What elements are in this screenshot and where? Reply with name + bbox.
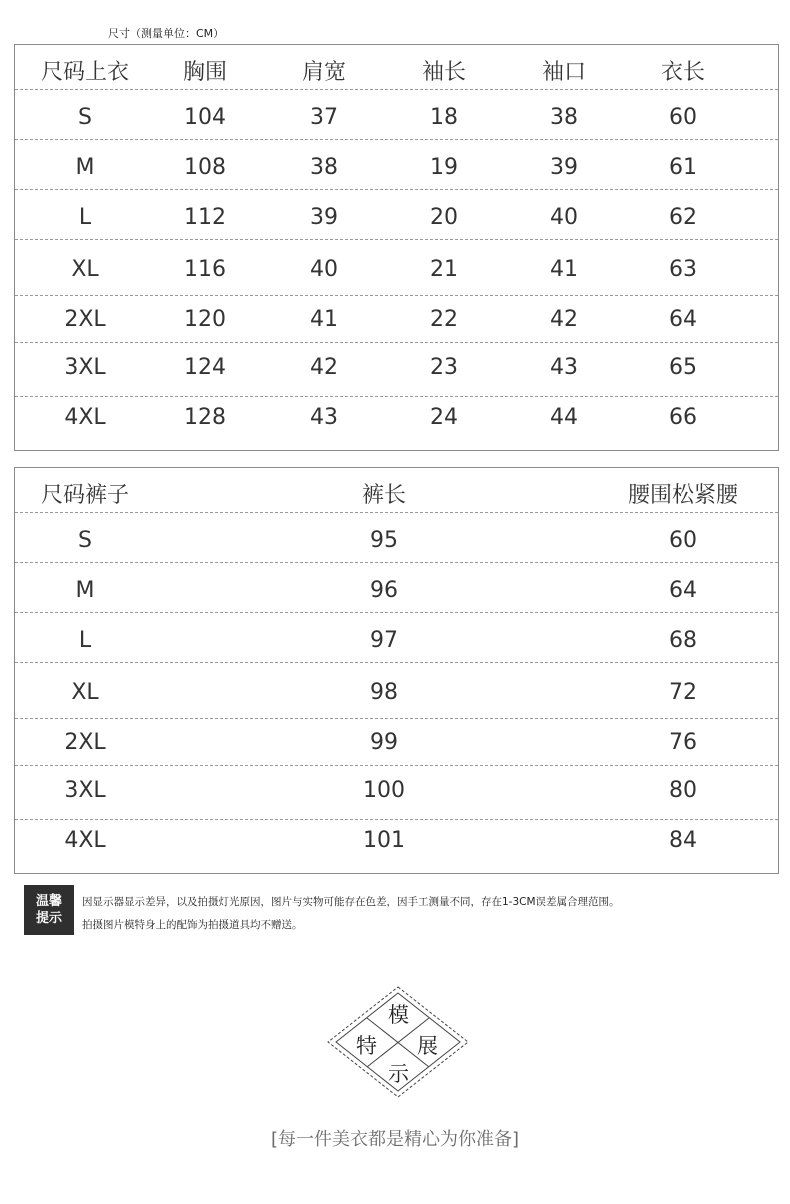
cell-chest: 124 (184, 355, 226, 380)
show-char-top: 模 (388, 1003, 409, 1027)
cell-cuff: 39 (550, 155, 578, 180)
cell-length: 66 (669, 405, 697, 430)
header-size-pants: 尺码裤子 (40, 483, 130, 508)
cell-shoulder: 40 (310, 257, 338, 282)
cell-length: 63 (669, 257, 697, 282)
badge-line-2: 提示 (35, 911, 62, 926)
cell-size: S (78, 528, 92, 553)
cell-shoulder: 42 (310, 355, 338, 380)
cell-cuff: 42 (550, 307, 578, 332)
cell-size: M (75, 155, 95, 180)
show-char-left: 特 (356, 1034, 377, 1058)
show-char-bottom: 示 (388, 1062, 409, 1086)
model-show-logo (326, 985, 471, 1100)
table-row (15, 396, 778, 451)
cell-waist: 76 (669, 730, 697, 755)
badge-line-1: 温馨 (35, 894, 62, 909)
header-pants-length: 裤长 (361, 483, 407, 508)
cell-sleeve: 23 (430, 355, 458, 380)
cell-shoulder: 39 (310, 205, 338, 230)
cell-length: 65 (669, 355, 697, 380)
header-length: 衣长 (660, 60, 706, 85)
cell-pants-length: 97 (370, 628, 398, 653)
cell-chest: 112 (184, 205, 226, 230)
cell-shoulder: 41 (310, 307, 338, 332)
table-row (15, 239, 778, 296)
cell-shoulder: 37 (310, 105, 338, 130)
cell-size: L (78, 628, 92, 653)
tip-text-1: 因显示器显示差异，以及拍摄灯光原因，图片与实物可能存在色差，因手工测量不同，存在1-3CM误差属合理范围。 (82, 896, 620, 908)
cell-chest: 116 (184, 257, 226, 282)
table-row (15, 765, 778, 820)
cell-waist: 68 (669, 628, 697, 653)
cell-chest: 104 (184, 105, 226, 130)
cell-size: L (78, 205, 92, 230)
header-cuff: 袖口 (541, 60, 587, 85)
show-char-right: 展 (417, 1034, 438, 1058)
table-header-row (15, 55, 778, 89)
cell-size: 4XL (64, 828, 106, 853)
table-row (15, 342, 778, 397)
table-row (15, 295, 778, 343)
cell-size: XL (71, 257, 99, 282)
cell-waist: 80 (669, 778, 697, 803)
cell-size: 2XL (64, 307, 106, 332)
cell-size: 3XL (64, 778, 106, 803)
table-row (15, 718, 778, 766)
unit-note: 尺寸（测量单位：CM） (108, 27, 225, 40)
table-row (15, 189, 778, 240)
header-chest: 胸围 (182, 60, 228, 85)
cell-pants-length: 99 (370, 730, 398, 755)
header-waist: 腰围松紧腰 (627, 483, 739, 508)
cell-size: XL (71, 680, 99, 705)
cell-cuff: 38 (550, 105, 578, 130)
warm-tip-badge (24, 885, 74, 935)
cell-cuff: 44 (550, 405, 578, 430)
cell-length: 60 (669, 105, 697, 130)
cell-waist: 84 (669, 828, 697, 853)
table-row (15, 662, 778, 719)
table-row (15, 562, 778, 613)
cell-cuff: 41 (550, 257, 578, 282)
cell-waist: 64 (669, 578, 697, 603)
header-size-tops: 尺码上衣 (40, 60, 130, 85)
cell-shoulder: 43 (310, 405, 338, 430)
cell-pants-length: 98 (370, 680, 398, 705)
table-row (15, 89, 778, 140)
cell-pants-length: 100 (363, 778, 405, 803)
cell-chest: 128 (184, 405, 226, 430)
table-row (15, 139, 778, 190)
cell-pants-length: 95 (370, 528, 398, 553)
cell-sleeve: 18 (430, 105, 458, 130)
cell-size: M (75, 578, 95, 603)
cell-chest: 108 (184, 155, 226, 180)
cell-size: 2XL (64, 730, 106, 755)
cell-cuff: 43 (550, 355, 578, 380)
cell-size: 4XL (64, 405, 106, 430)
table-row (15, 512, 778, 563)
tip-text-2: 拍摄图片模特身上的配饰为拍摄道具均不赠送。 (82, 919, 303, 931)
cell-sleeve: 21 (430, 257, 458, 282)
header-shoulder: 肩宽 (301, 60, 347, 85)
table-header-row (15, 478, 778, 512)
slogan: [每一件美衣都是精心为你准备] (270, 1129, 520, 1150)
cell-pants-length: 101 (363, 828, 405, 853)
header-sleeve-length: 袖长 (421, 60, 467, 85)
cell-size: 3XL (64, 355, 106, 380)
tops-size-table (14, 44, 779, 451)
cell-sleeve: 22 (430, 307, 458, 332)
cell-length: 62 (669, 205, 697, 230)
cell-sleeve: 19 (430, 155, 458, 180)
cell-waist: 72 (669, 680, 697, 705)
table-row (15, 612, 778, 663)
cell-sleeve: 24 (430, 405, 458, 430)
cell-shoulder: 38 (310, 155, 338, 180)
cell-sleeve: 20 (430, 205, 458, 230)
cell-chest: 120 (184, 307, 226, 332)
cell-waist: 60 (669, 528, 697, 553)
table-row (15, 819, 778, 874)
cell-pants-length: 96 (370, 578, 398, 603)
pants-size-table (14, 467, 779, 874)
cell-length: 61 (669, 155, 697, 180)
cell-length: 64 (669, 307, 697, 332)
cell-cuff: 40 (550, 205, 578, 230)
cell-size: S (78, 105, 92, 130)
